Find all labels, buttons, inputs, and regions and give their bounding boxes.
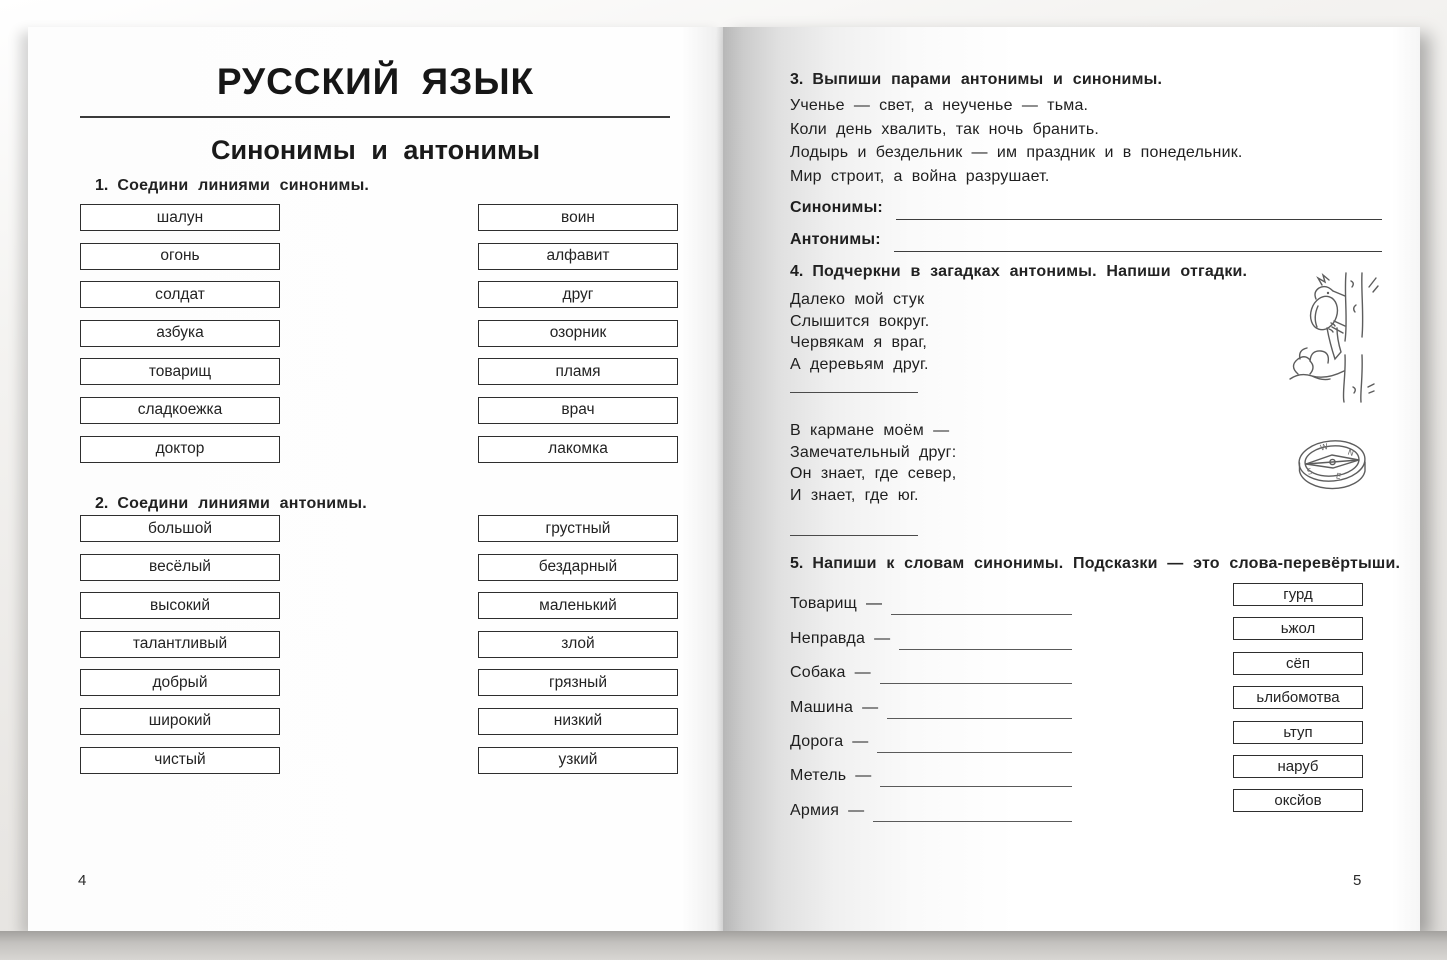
answer-blank[interactable] (880, 771, 1072, 787)
answer-blank[interactable] (873, 806, 1072, 822)
word-box[interactable] (478, 281, 678, 308)
word-box-label: доктор (155, 440, 205, 458)
word-box[interactable] (478, 708, 678, 735)
exercise-4 (790, 263, 1260, 536)
word-box[interactable] (478, 358, 678, 385)
word-box[interactable] (478, 554, 678, 581)
proverb: Коли день хвалить, так ночь бранить. (790, 120, 1100, 138)
source-word: Неправда (790, 629, 866, 647)
hint-box[interactable] (1233, 686, 1363, 709)
word-box[interactable] (478, 669, 678, 696)
svg-text:S: S (1305, 466, 1314, 477)
word-box-label: грязный (549, 673, 607, 691)
exercise-instruction: Напиши к словам синонимы. Подсказки — это слова-перевёртыши. (812, 555, 1401, 572)
hint-box[interactable] (1233, 617, 1363, 640)
source-word: Метель (790, 767, 847, 785)
compass-illustration (1293, 434, 1371, 500)
word-box[interactable] (478, 747, 678, 774)
word-box[interactable] (80, 669, 280, 696)
answer-blank[interactable] (896, 200, 1382, 220)
exercise-instruction: Подчеркни в загадках антонимы. Напиши отгадки. (812, 263, 1248, 280)
riddle-line: А деревьям друг. (790, 355, 929, 373)
exercise-5-body (790, 581, 1400, 829)
exercise-instruction: Соедини линиями синонимы. (117, 177, 370, 194)
riddle-line: Слышится вокруг. (790, 312, 930, 330)
section-heading: Синонимы и антонимы (210, 135, 541, 165)
word-box-label: чистый (154, 751, 206, 769)
svg-text:N: N (1346, 447, 1356, 458)
word-box[interactable] (80, 515, 280, 542)
answer-blank[interactable] (891, 599, 1072, 615)
exercise-1-header (95, 177, 369, 195)
word-box[interactable] (80, 631, 280, 658)
riddle-1 (790, 289, 1260, 375)
word-box-label: маленький (539, 596, 617, 614)
word-box-label: узкий (558, 751, 598, 769)
exercise-number: 2. (95, 495, 109, 512)
source-word: Товарищ (790, 595, 858, 613)
word-box-label: врач (561, 401, 595, 419)
proverb-list (790, 94, 1382, 188)
hint-label: сёп (1286, 654, 1310, 672)
synonym-row (790, 753, 1072, 787)
synonyms-answer-row (790, 194, 1382, 220)
riddle-2 (790, 420, 1260, 506)
exercise-4-header (790, 263, 1260, 281)
word-box[interactable] (80, 592, 280, 619)
answer-label: Синонимы: (790, 199, 883, 216)
dash: — (848, 801, 865, 819)
exercise-number: 4. (790, 263, 804, 280)
riddle-line: Далеко мой стук (790, 291, 925, 308)
exercise-number: 5. (790, 555, 804, 572)
source-words-column (790, 581, 1072, 822)
answer-blank[interactable] (887, 703, 1072, 719)
word-box-label: бездарный (538, 558, 618, 576)
synonym-row (790, 581, 1072, 615)
word-box[interactable] (80, 397, 280, 424)
word-box[interactable] (80, 320, 280, 347)
dash: — (866, 595, 883, 613)
word-box[interactable] (80, 708, 280, 735)
hint-box[interactable] (1233, 721, 1363, 744)
exercise-1-left-column (80, 204, 280, 463)
word-box-label: лакомка (548, 440, 608, 458)
synonym-row (790, 719, 1072, 753)
exercise-2-right-column (478, 515, 678, 774)
word-box[interactable] (80, 281, 280, 308)
synonym-row (790, 615, 1072, 649)
riddle-line: Он знает, где север, (790, 465, 957, 482)
exercise-3 (790, 71, 1382, 252)
word-box[interactable] (478, 631, 678, 658)
source-word: Армия (790, 801, 840, 819)
word-box[interactable] (80, 436, 280, 463)
hint-box[interactable] (1233, 789, 1363, 812)
word-box[interactable] (80, 204, 280, 231)
hint-label: ьлибомотва (1256, 689, 1340, 707)
word-box[interactable] (478, 592, 678, 619)
proverb: Мир строит, а война разрушает. (790, 167, 1050, 185)
word-box-label: сладкоежка (137, 401, 223, 419)
word-box-label: весёлый (149, 558, 211, 576)
exercise-1-right-column (478, 204, 678, 463)
title-rule (80, 116, 670, 118)
word-box[interactable] (80, 747, 280, 774)
word-box-label: шалун (156, 208, 204, 226)
word-box-label: азбука (156, 324, 204, 342)
exercise-number: 1. (95, 177, 109, 194)
svg-text:W: W (1319, 441, 1329, 453)
right-page (723, 27, 1420, 931)
word-box-label: добрый (152, 673, 208, 691)
word-box-label: пламя (555, 362, 601, 380)
proverb: Лодырь и бездельник — им праздник и в понедельник. (790, 144, 1243, 161)
answer-blank[interactable] (880, 668, 1072, 684)
word-box-label: талантливый (132, 635, 228, 653)
word-box-label: огонь (160, 247, 200, 265)
answer-label: Антонимы: (790, 231, 881, 248)
synonym-row (790, 650, 1072, 684)
exercise-5 (790, 555, 1400, 829)
svg-text:E: E (1335, 471, 1342, 482)
word-box[interactable] (478, 243, 678, 270)
source-word: Машина (790, 698, 854, 716)
word-box[interactable] (478, 515, 678, 542)
page-title: РУССКИЙ ЯЗЫК (216, 61, 535, 102)
riddle-line: В кармане моём — (790, 422, 950, 439)
dash: — (854, 664, 871, 682)
word-box-label: товарищ (148, 362, 212, 380)
page-number-right: 5 (1353, 872, 1362, 889)
riddle-answer-blank[interactable] (790, 392, 918, 393)
word-box-label: грустный (545, 519, 611, 537)
word-box-label: большой (148, 519, 212, 537)
dash: — (855, 767, 872, 785)
hint-label: наруб (1277, 757, 1319, 775)
word-box-label: озорник (549, 324, 607, 342)
word-box-label: друг (562, 285, 594, 303)
riddle-line: Замечательный друг: (790, 443, 957, 461)
answer-blank[interactable] (894, 232, 1382, 252)
synonym-row (790, 684, 1072, 718)
riddle-line: И знает, где юг. (790, 486, 919, 504)
hint-label: оксйов (1274, 792, 1322, 810)
hint-label: ьтуп (1283, 723, 1313, 741)
word-box[interactable] (478, 204, 678, 231)
page-number-left: 4 (78, 872, 87, 889)
word-box-label: низкий (553, 712, 603, 730)
synonym-row (790, 787, 1072, 821)
word-box-label: алфавит (546, 247, 610, 265)
word-box-label: злой (561, 635, 595, 653)
word-box[interactable] (478, 436, 678, 463)
proverb: Ученье — свет, а неученье — тьма. (790, 97, 1089, 114)
dash: — (852, 732, 869, 750)
word-box[interactable] (478, 397, 678, 424)
hint-box[interactable] (1233, 583, 1363, 606)
antonyms-answer-row (790, 226, 1382, 252)
dash: — (862, 698, 879, 716)
source-word: Собака (790, 664, 846, 682)
exercise-2-left-column (80, 515, 280, 774)
word-box[interactable] (80, 358, 280, 385)
word-box-label: высокий (149, 596, 211, 614)
exercise-instruction: Соедини линиями антонимы. (117, 495, 367, 512)
hint-label: ьжол (1280, 620, 1316, 638)
woodpecker-illustration (1276, 271, 1384, 403)
word-box[interactable] (478, 320, 678, 347)
hint-box[interactable] (1233, 652, 1363, 675)
riddle-line: Червякам я враг, (790, 334, 928, 351)
word-box-label: широкий (148, 712, 212, 730)
word-box[interactable] (80, 554, 280, 581)
dash: — (874, 629, 891, 647)
hint-boxes-column (1233, 583, 1363, 812)
hint-box[interactable] (1233, 755, 1363, 778)
word-box-label: солдат (155, 285, 205, 303)
exercise-5-header (790, 555, 1400, 573)
left-page (28, 27, 723, 931)
exercise-3-header (790, 71, 1382, 89)
exercise-instruction: Выпиши парами антонимы и синонимы. (812, 71, 1163, 88)
word-box-label: воин (561, 208, 595, 226)
hint-label: гурд (1283, 586, 1313, 603)
exercise-2-header (95, 495, 367, 513)
exercise-number: 3. (790, 71, 804, 88)
riddle-answer-blank[interactable] (790, 535, 918, 536)
source-word: Дорога (790, 732, 844, 750)
answer-blank[interactable] (877, 737, 1072, 753)
word-box[interactable] (80, 243, 280, 270)
answer-blank[interactable] (899, 634, 1072, 650)
